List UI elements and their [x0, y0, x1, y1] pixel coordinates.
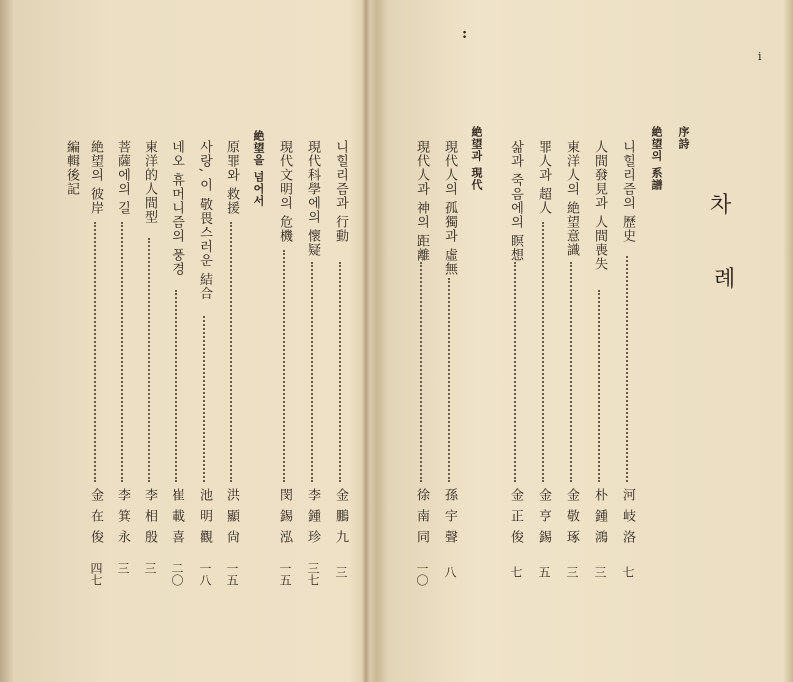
- toc-entry-title: 現代文明의 危機: [277, 140, 292, 244]
- leader-dots: [542, 222, 544, 482]
- toc-entry-author: 金亨錫: [536, 488, 551, 551]
- section-heading: 序詩: [677, 126, 690, 150]
- toc-entry-author: 徐南同: [414, 488, 429, 551]
- toc-entry-page: 二〇: [170, 562, 184, 586]
- leader-dots: [175, 290, 177, 482]
- toc-entry-title: 삶과 죽음에의 瞑想: [508, 140, 523, 263]
- page-number: i: [758, 50, 762, 63]
- toc-entry-title: 現代人의 孤獨과 虛無: [442, 140, 457, 277]
- leader-dots: [626, 256, 628, 482]
- toc-entry-page: 四七: [89, 562, 103, 586]
- leader-dots: [598, 290, 600, 482]
- section-heading: 絶望과 現代: [470, 126, 483, 191]
- leader-dots: [121, 222, 123, 482]
- toc-entry-page: 七: [621, 566, 635, 578]
- toc-entry-author: 崔載喜: [169, 488, 184, 551]
- toc-entry-page: 三七: [306, 562, 320, 586]
- toc-entry-author: 金在俊: [88, 488, 103, 551]
- leader-dots: [514, 262, 516, 482]
- contents-title-char-2: 례: [714, 267, 736, 292]
- leader-dots: [203, 316, 205, 482]
- toc-entry-title: 絶望의 彼岸: [88, 140, 103, 216]
- toc-entry-author: 池明觀: [197, 488, 212, 551]
- toc-entry-author: 閔錫泓: [277, 488, 292, 551]
- toc-entry-page: 三: [116, 562, 130, 574]
- toc-entry-author: 洪顯尙: [224, 488, 239, 551]
- right-edge-shadow: [783, 0, 793, 682]
- toc-entry-title: 人間發見과 人間喪失: [592, 140, 607, 272]
- toc-entry-author: 朴鍾鴻: [592, 488, 607, 551]
- leader-dots: [94, 222, 96, 482]
- leader-dots: [339, 262, 341, 482]
- toc-entry-author: 河岐洛: [620, 488, 635, 551]
- book-gutter: [362, 0, 370, 682]
- toc-entry-title: 罪人과 超人: [536, 140, 551, 216]
- toc-entry-author: 金敬琢: [564, 488, 579, 551]
- toc-entry-title: 니힐리즘과 行動: [333, 140, 348, 244]
- leader-dots: [230, 222, 232, 482]
- toc-entry-page: 三: [565, 566, 579, 578]
- leader-dots: [311, 262, 313, 482]
- toc-entry-page: 三: [593, 566, 607, 578]
- toc-entry-title: 東洋的人間型: [142, 140, 157, 224]
- top-mark: :: [462, 26, 466, 42]
- toc-entry-author: 李相殷: [142, 488, 157, 551]
- toc-entry-page: 五: [537, 566, 551, 578]
- contents-title-char-1: 차: [710, 193, 732, 218]
- toc-entry-page: 八: [443, 566, 457, 578]
- left-edge-shadow: [0, 0, 14, 682]
- section-heading: 絶望을 넘어서: [252, 130, 265, 207]
- toc-entry-page: 一五: [225, 562, 239, 586]
- toc-entry-page: 三: [334, 566, 348, 578]
- leader-dots: [283, 250, 285, 482]
- toc-entry-title: 東洋人의 絶望意識: [564, 140, 579, 258]
- toc-entry-page: 一八: [198, 562, 212, 586]
- toc-entry-title: 사랑, 이 敬畏스러운 結合: [197, 140, 212, 301]
- toc-entry-author: 李鍾珍: [305, 488, 320, 551]
- toc-entry-author: 孫宇聲: [442, 488, 457, 551]
- leader-dots: [148, 238, 150, 482]
- toc-entry-title: 菩薩에의 길: [115, 140, 130, 216]
- toc-entry-page: 一五: [278, 562, 292, 586]
- leader-dots: [448, 278, 450, 482]
- toc-entry-title: 네오 휴머니즘의 풍경: [169, 140, 184, 277]
- toc-entry-title: 原罪와 救援: [224, 140, 239, 216]
- toc-entry-title: 니힐리즘의 歷史: [620, 140, 635, 244]
- toc-entry-page: 三: [143, 562, 157, 574]
- leader-dots: [570, 262, 572, 482]
- toc-entry-title: 編輯後記: [64, 140, 79, 196]
- toc-entry-title: 現代人과 神의 距離: [414, 140, 429, 263]
- section-heading: 絶望의 系譜: [650, 126, 663, 191]
- toc-entry-author: 金正俊: [508, 488, 523, 551]
- toc-entry-author: 李箕永: [115, 488, 130, 551]
- toc-entry-title: 現代科學에의 懷疑: [305, 140, 320, 258]
- toc-entry-author: 金鵬九: [333, 488, 348, 551]
- toc-entry-page: 七: [509, 566, 523, 578]
- toc-entry-page: 一〇: [415, 562, 429, 586]
- leader-dots: [420, 262, 422, 482]
